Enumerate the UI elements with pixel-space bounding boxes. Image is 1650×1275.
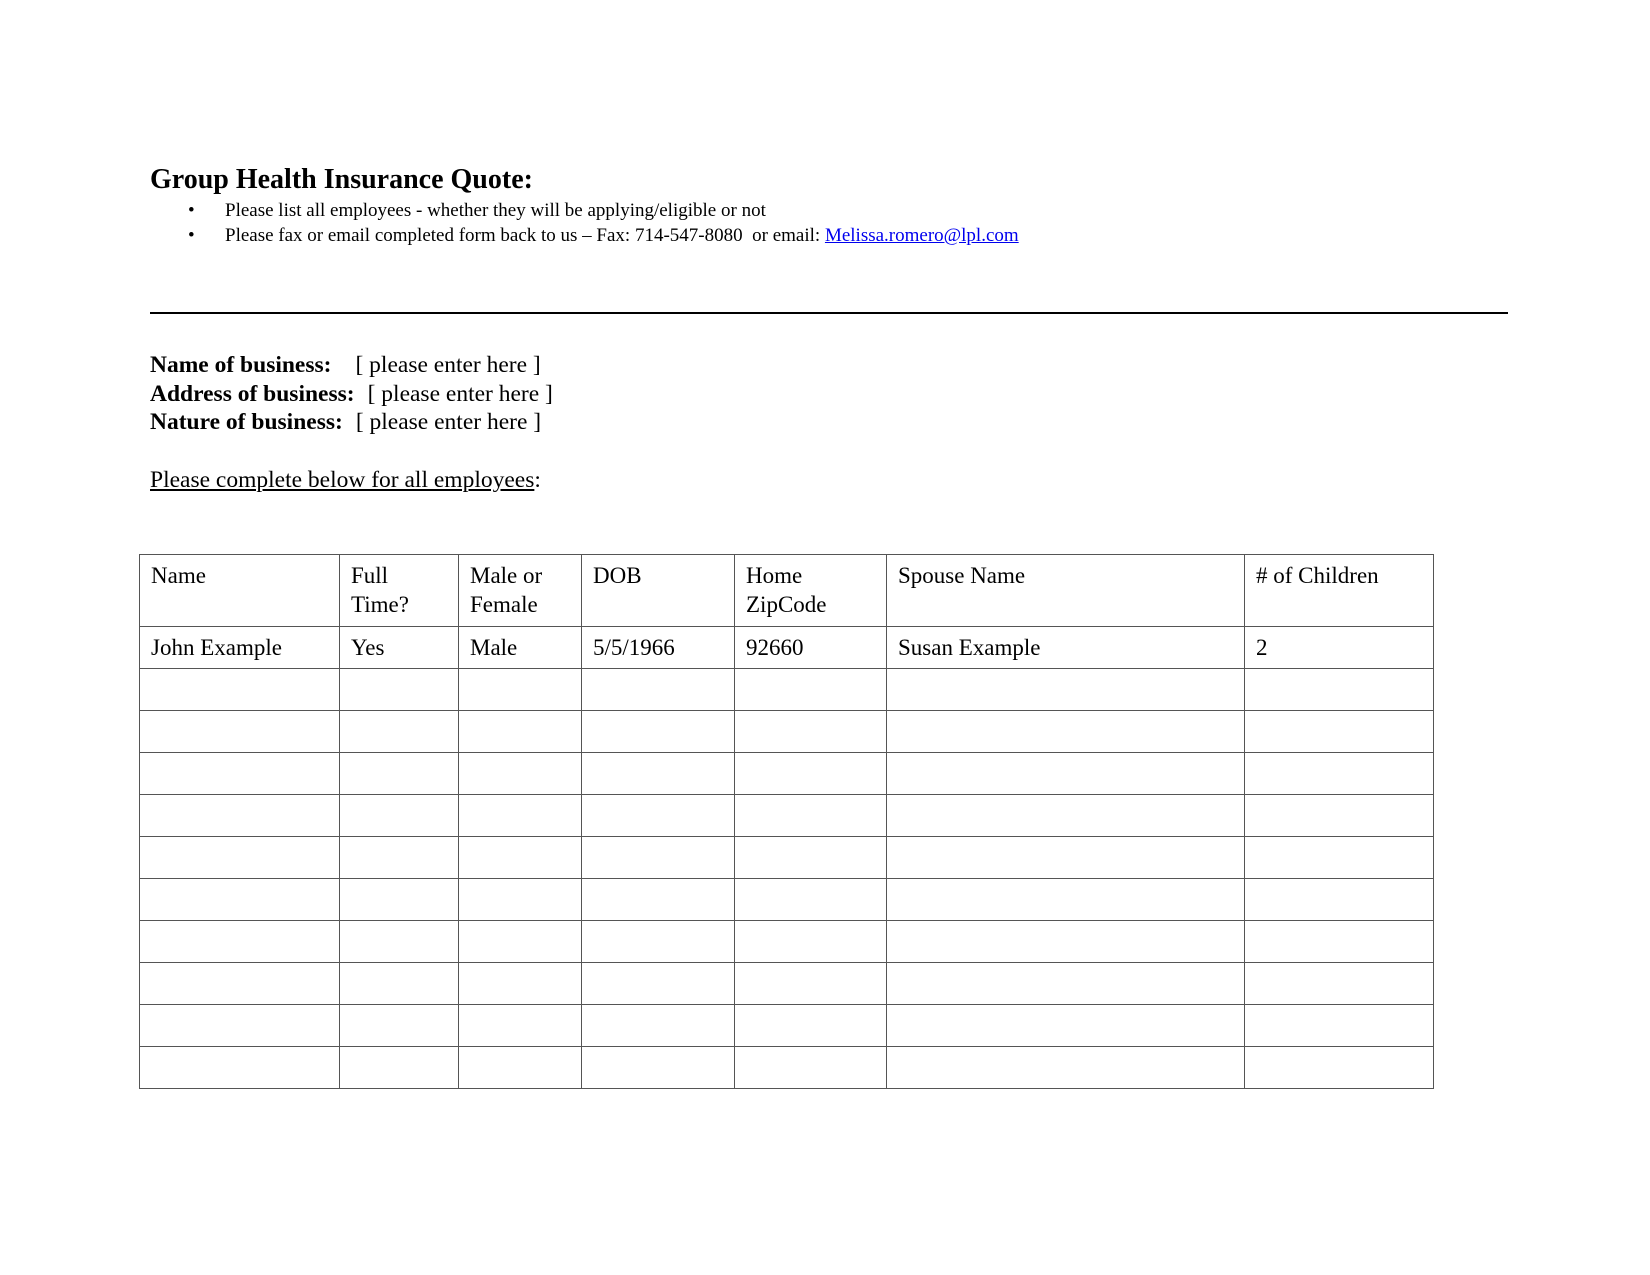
divider [150,312,1508,314]
table-cell[interactable] [582,795,735,837]
table-cell[interactable]: Yes [340,627,459,669]
bullet-text [225,225,1019,247]
instruction-suffix: : [534,467,541,493]
table-cell[interactable] [582,711,735,753]
table-cell[interactable] [1245,1047,1434,1089]
table-cell[interactable] [887,669,1245,711]
table-cell[interactable] [887,1047,1245,1089]
column-header: Home ZipCode [735,555,887,627]
table-cell[interactable] [887,711,1245,753]
column-header: DOB [582,555,735,627]
table-cell[interactable]: 2 [1245,627,1434,669]
table-row [140,963,1434,1005]
table-cell[interactable] [340,1047,459,1089]
table-cell[interactable] [340,753,459,795]
employee-table [139,554,1434,1089]
table-cell[interactable] [887,921,1245,963]
table-row [140,921,1434,963]
table-cell[interactable] [459,837,582,879]
business-nature-field [150,409,541,436]
email-link[interactable]: Melissa.romero@lpl.com [824,225,1019,246]
table-cell[interactable] [887,879,1245,921]
table-cell[interactable] [735,1005,887,1047]
table-cell[interactable] [340,837,459,879]
table-cell[interactable] [340,921,459,963]
table-cell[interactable] [1245,879,1434,921]
page-title: Group Health Insurance Quote: [150,164,533,195]
table-cell[interactable] [735,795,887,837]
field-label: Address of business: [150,381,355,407]
table-cell[interactable] [1245,1005,1434,1047]
table-cell[interactable] [1245,711,1434,753]
table-cell[interactable] [1245,795,1434,837]
table-cell[interactable] [887,1005,1245,1047]
table-cell[interactable]: 92660 [735,627,887,669]
table-cell[interactable] [340,963,459,1005]
bullet-icon: • [188,200,195,221]
business-address-field [150,381,553,408]
table-row [140,711,1434,753]
instruction-text [150,467,541,494]
table-cell[interactable] [1245,837,1434,879]
column-header: # of Children [1245,555,1434,627]
business-name-input[interactable]: [ please enter here ] [355,352,541,378]
table-cell[interactable]: Male [459,627,582,669]
bullet-text: Please list all employees - whether they will be applying/eligible or not [225,200,766,221]
table-cell[interactable] [887,795,1245,837]
table-cell[interactable] [735,921,887,963]
table-cell[interactable] [735,711,887,753]
table-cell[interactable] [340,795,459,837]
table-cell[interactable] [459,795,582,837]
table-row [140,879,1434,921]
table-cell[interactable] [340,669,459,711]
table-cell[interactable] [140,795,340,837]
table-row [140,1005,1434,1047]
table-cell[interactable] [140,753,340,795]
table-row [140,627,1434,669]
table-row [140,837,1434,879]
table-cell[interactable] [140,963,340,1005]
table-header-row [140,555,1434,627]
table-cell[interactable] [735,879,887,921]
column-header: Spouse Name [887,555,1245,627]
table-cell[interactable] [459,1005,582,1047]
table-cell[interactable] [1245,753,1434,795]
table-cell[interactable] [582,753,735,795]
table-row [140,669,1434,711]
table-cell[interactable] [1245,669,1434,711]
table-cell[interactable]: 5/5/1966 [582,627,735,669]
table-cell[interactable] [459,669,582,711]
table-row [140,795,1434,837]
table-cell[interactable] [459,753,582,795]
table-cell[interactable] [735,753,887,795]
instruction-underlined: Please complete below for all employees [150,467,535,493]
table-cell[interactable] [459,879,582,921]
table-cell[interactable] [735,669,887,711]
business-name-field [150,352,541,379]
table-row [140,1047,1434,1089]
column-header: Full Time? [340,555,459,627]
table-cell[interactable] [459,963,582,1005]
table-cell[interactable] [140,921,340,963]
table-cell[interactable] [459,921,582,963]
table-cell[interactable] [1245,921,1434,963]
business-nature-input[interactable]: [ please enter here ] [355,409,542,435]
table-cell[interactable] [887,753,1245,795]
business-address-input[interactable]: [ please enter here ] [367,381,553,407]
field-label: Name of business: [150,352,332,378]
table-cell[interactable] [140,837,340,879]
field-label: Nature of business: [150,409,343,435]
table-cell[interactable] [140,879,340,921]
table-cell[interactable] [735,1047,887,1089]
table-cell[interactable] [459,1047,582,1089]
table-cell[interactable] [140,1005,340,1047]
table-cell[interactable] [735,837,887,879]
table-cell[interactable] [582,921,735,963]
contact-text: Please fax or email completed form back to us – Fax: 714-547-8080 or email: [225,225,825,246]
table-cell[interactable] [459,711,582,753]
table-cell[interactable] [340,711,459,753]
table-cell[interactable]: John Example [140,627,340,669]
table-cell[interactable] [582,879,735,921]
table-cell[interactable] [1245,963,1434,1005]
column-header: Male or Female [459,555,582,627]
table-cell[interactable] [887,837,1245,879]
table-cell[interactable] [140,1047,340,1089]
table-cell[interactable] [340,879,459,921]
table-cell[interactable] [582,1005,735,1047]
table-cell[interactable] [735,963,887,1005]
table-cell[interactable]: Susan Example [887,627,1245,669]
table-cell[interactable] [582,963,735,1005]
column-header: Name [140,555,340,627]
table-cell[interactable] [340,1005,459,1047]
table-cell[interactable] [582,1047,735,1089]
bullet-icon: • [188,225,195,246]
table-cell[interactable] [140,711,340,753]
table-cell[interactable] [582,837,735,879]
table-row [140,753,1434,795]
table-cell[interactable] [140,669,340,711]
table-cell[interactable] [582,669,735,711]
table-cell[interactable] [887,963,1245,1005]
